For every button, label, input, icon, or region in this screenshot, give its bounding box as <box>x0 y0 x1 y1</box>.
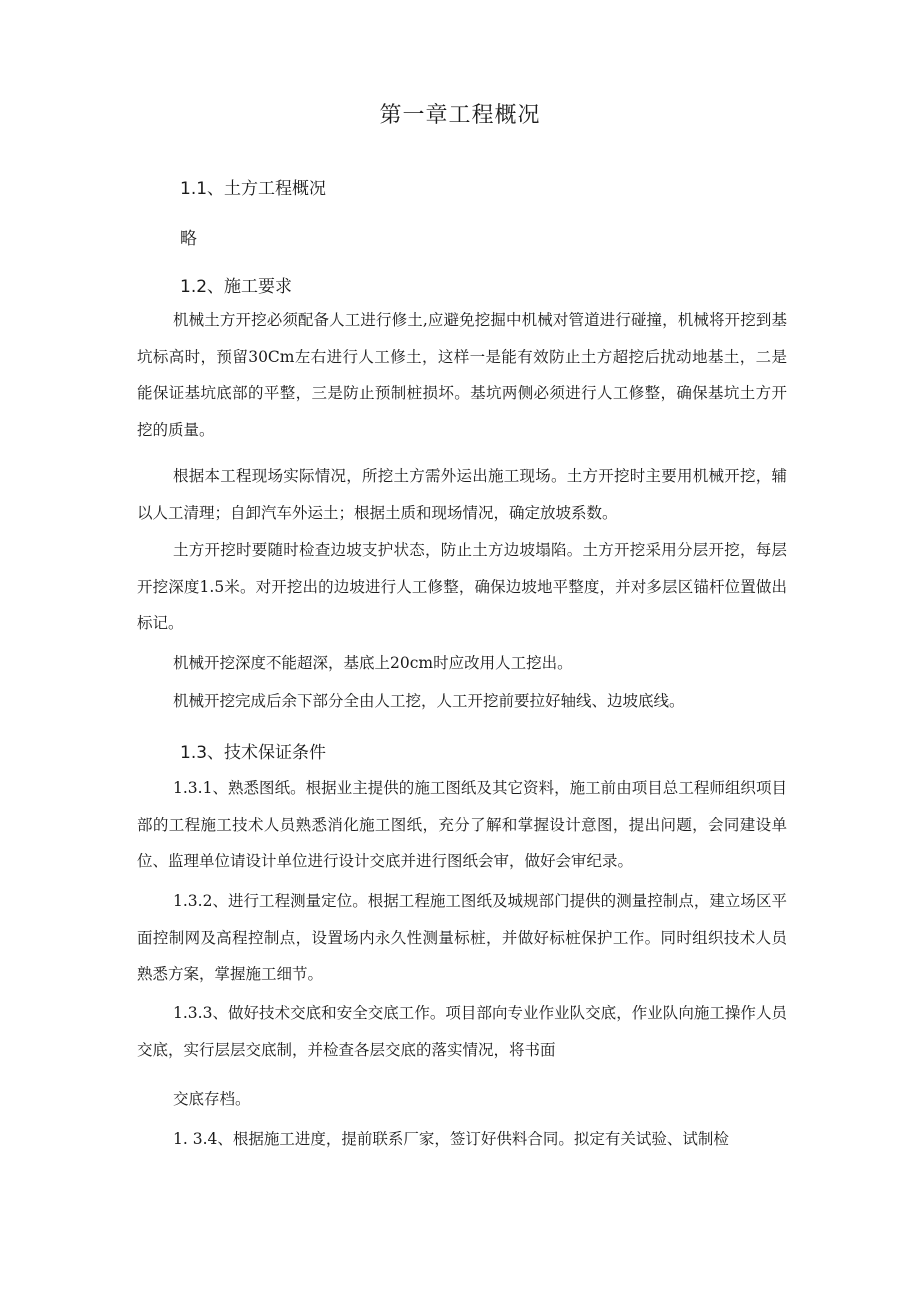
section-heading-1-2: 1.2、施工要求 <box>180 277 293 297</box>
paragraph-1-3-1: 1.3.1、熟悉图纸。根据业主提供的施工图纸及其它资料，施工前由项目总工程师组织项目部的工程施工技术人员熟悉消化施工图纸，充分了解和掌握设计意图，提出问题，会同建设单位、监理单位请设计单位进行设计交底并进行图纸会审，做好会审纪录。 <box>137 779 787 870</box>
section-heading-1-1: 1.1、土方工程概况 <box>180 179 327 199</box>
section-heading-1-3: 1.3、技术保证条件 <box>180 743 327 763</box>
paragraph-1-3-3-continued: 交底存档。 <box>173 1090 251 1108</box>
paragraph-1-2-2: 根据本工程现场实际情况，所挖土方需外运出施工现场。土方开挖时主要用机械开挖，辅以人工清理；自卸汽车外运土；根据土质和现场情况，确定放坡系数。 <box>137 467 787 522</box>
paragraph-1-3-3: 1.3.3、做好技术交底和安全交底工作。项目部向专业作业队交底，作业队向施工操作人员交底，实行层层交底制，并检查各层交底的落实情况，将书面 <box>137 1004 787 1059</box>
paragraph-1-2-4: 机械开挖深度不能超深，基底上20cm时应改用人工挖出。 <box>173 654 573 672</box>
paragraph-1-3-4: 1. 3.4、根据施工进度，提前联系厂家，签订好供料合同。拟定有关试验、试制检 <box>173 1130 729 1148</box>
section-body-1-1: 略 <box>180 229 197 249</box>
paragraph-1-2-3: 土方开挖时要随时检查边坡支护状态，防止土方边坡塌陷。土方开挖采用分层开挖，每层开挖深度1.5米。对开挖出的边坡进行人工修整，确保边坡地平整度，并对多层区锚杆位置做出标记。 <box>137 541 787 632</box>
paragraph-1-3-2: 1.3.2、进行工程测量定位。根据工程施工图纸及城规部门提供的测量控制点，建立场区平面控制网及高程控制点，设置场内永久性测量标桩，并做好标桩保护工作。同时组织技术人员熟悉方案，掌握施工细节。 <box>137 892 787 983</box>
paragraph-1-2-5: 机械开挖完成后余下部分全由人工挖，人工开挖前要拉好轴线、边坡底线。 <box>173 692 685 710</box>
chapter-title: 第一章工程概况 <box>379 103 541 128</box>
paragraph-1-2-1: 机械土方开挖必须配备人工进行修土,应避免挖掘中机械对管道进行碰撞，机械将开挖到基坑标高时，预留30Cm左右进行人工修土，这样一是能有效防止土方超挖后扰动地基土，二是能保证基坑底部的平整，三是防止预制桩损坏。基坑两侧必须进行人工修整，确保基坑土方开挖的质量。 <box>137 311 787 439</box>
